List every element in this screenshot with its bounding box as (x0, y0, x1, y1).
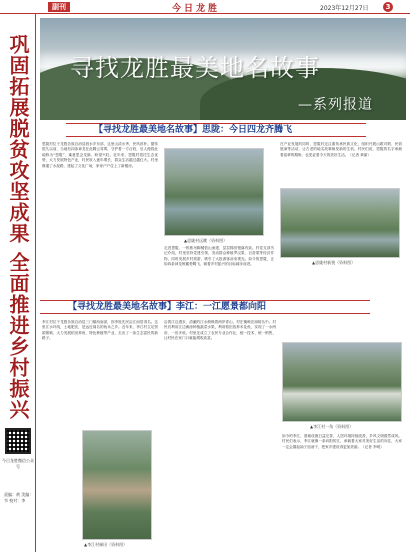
article1-photo-1 (164, 148, 264, 236)
issue-date: 2023年12月27日 (320, 5, 369, 12)
section-tag: 副刊 (48, 2, 70, 12)
article2-photo-1 (282, 342, 402, 422)
banner-subtitle: —系列报道 (298, 97, 373, 113)
page-header (0, 0, 410, 14)
article2-photo-2 (82, 430, 152, 540)
banner-title: 寻找龙胜最美地名故事 (70, 54, 320, 82)
slogan-column (0, 14, 36, 552)
article2-photo-2-caption: ▲李江村梯田（资料图） (84, 542, 128, 547)
article1-headline[interactable]: 【寻找龙胜最美地名故事】思陇：今日四龙齐腾飞 (66, 123, 366, 137)
qr-code-icon (5, 428, 31, 454)
article1-photo-2-caption: ▲思陇村新貌（资料图） (312, 260, 356, 265)
masthead: 今日龙胜 (172, 4, 221, 14)
article2-headline[interactable]: 【寻找龙胜最美地名故事】李江：一江愿景都向阳 (40, 300, 370, 314)
article1-photo-2 (280, 188, 400, 258)
article2-photo-1-caption: ▲李江村一角（资料图） (310, 424, 354, 429)
series-banner (40, 18, 406, 120)
article1-column-3a: 在产业发展的同时，思陇村还注重传承民族文化，组织开展山歌对唱、民俗展演等活动，让古老的地名故事焕发新的生机。村民们说，思陇的名字承载着祖辈的期盼，也见证着今天的美好生活。（记者 黄丽） (280, 142, 402, 157)
editor-credits: 责编：黄 美编：韦 校对：李 (4, 492, 34, 503)
article1-column-2: 走进思陇，一栋栋吊脚楼依山而建，层层梯田错落有致。村党支部书记介绍，村里坚持党建引领，发动群众种植罗汉果、百香果等经济作物，同时发展乡村旅游，吸引了大批游客前来观光。如今的思陇，正如四条神龙般蓄势腾飞，朝着乡村振兴的目标阔步前进。 (164, 246, 274, 267)
qr-caption: 今日龙胜微信公众号 (2, 458, 34, 469)
article2-column-1: 李江村位于龙胜各族自治县三门镇西南部，因李姓先民沿江而居得名。这里江水环绕，土地肥沃，是远近闻名的鱼米之乡。近年来，李江村立足资源禀赋，大力发展稻田养鱼、特色种植等产业，走出了一条生态富民的新路子。 (42, 320, 158, 341)
article1-photo-1-caption: ▲思陇村远眺（资料图） (184, 238, 228, 243)
vertical-slogan: 巩固拓展脱贫攻坚成果 全面推进乡村振兴 (6, 34, 30, 420)
article2-column-1b (42, 430, 78, 540)
article2-column-2: 沿着江边漫步，清澈的江水倒映着两岸青山，村庄掩映在绿树丛中。村民们利用江边滩涂种植蔬菜水果，利用稻田放养禾花鱼，实现了一水两用、一田多收。村里还成立了农民专业合作社，统一技术、统一销售，让村民在家门口就能增收致富。 (164, 320, 276, 341)
article2-column-3: 如今的李江，基础设施日益完善，人居环境持续改善，乡风文明蔚然成风。村民们表示，李江就像一条向阳的江，承载着大家对美好生活的向往，大家一定会撸起袖子加油干，把家乡建设得更加美丽。（记者 李明） (282, 434, 402, 449)
article1-column-1: 思陇村位于龙胜各族自治县泗水乡东部，这里山清水秀，民风淳朴。据传很久以前，当地有四条神龙在此腾云驾雾，守护着一方百姓，后人便将此地称为“思陇”，寓意思念龙脉、盼望兴旺。近年来，思陇村依托生态优势，大力发展特色产业，村民收入逐年增长，群众生活越过越红火。村里修通了水泥路，建起了文化广场，家家户户住上了新楼房。 (42, 142, 158, 168)
page-number: 3 (383, 2, 393, 12)
